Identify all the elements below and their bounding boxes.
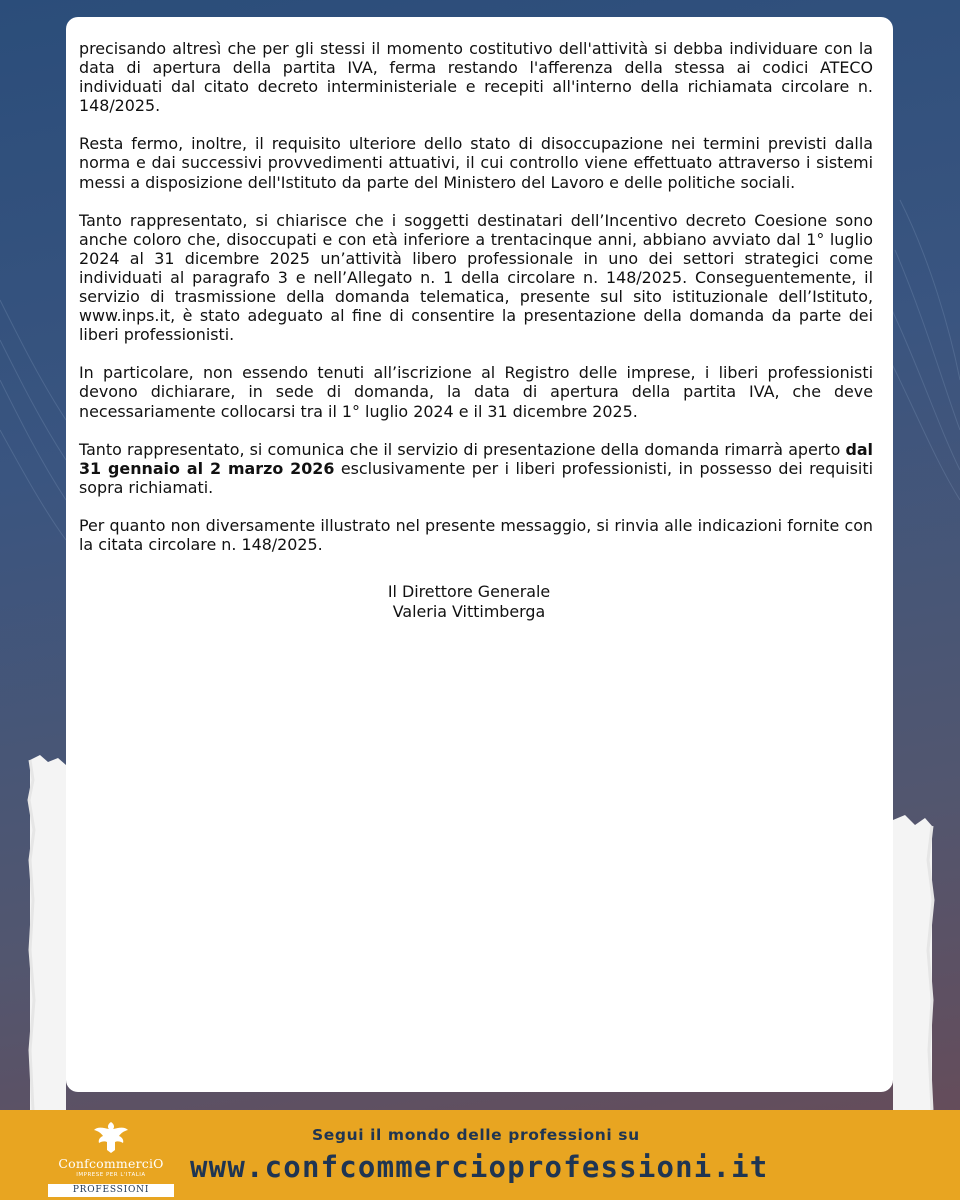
footer-url-link[interactable]: www.confcommercioprofessioni.it (190, 1150, 769, 1184)
eagle-icon (92, 1120, 130, 1154)
paragraph-5 (79, 440, 873, 497)
paragraph-3: Tanto rappresentato, si chiarisce che i soggetti destinatari dell’Incentivo decreto Coesione sono anche coloro che, disoccupati e con età inferiore a trentacinque anni, abbiano avviato dal 1° luglio 2024 al 31 dicembre 2025 un’attività libero professionale in uno dei settori strategici come individuati al paragrafo 3 e nell’Allegato n. 1 della circolare n. 148/2025. Conseguentemente, il servizio di trasmissione della domanda telematica, presente sul sito istituzionale dell’Istituto, www.inps.it, è stato adeguato al fine di consentire la presentazione della domanda da parte dei liberi professionisti. (79, 210, 873, 345)
logo-name: ConfcommerciO (58, 1156, 164, 1171)
highlighted-dates: dal 31 gennaio al 2 marzo 2026 (79, 439, 873, 478)
logo-subtitle: IMPRESE PER L'ITALIA (76, 1172, 146, 1178)
footer-banner (0, 1110, 960, 1200)
footer-tagline: Segui il mondo delle professioni su (312, 1126, 640, 1144)
paragraph-5-after: esclusivamente per i liberi professionisti, in possesso dei requisiti sopra richiamati. (79, 458, 873, 497)
signature-title: Il Direttore Generale (387, 582, 551, 602)
confcommercio-logo[interactable] (48, 1120, 174, 1198)
paragraph-1: precisando altresì che per gli stessi il momento costitutivo dell'attività si debba individuare con la data di apertura della partita IVA, ferma restando l'afferenza della stessa ai codici ATECO individuati dal citato decreto interministeriale e recepiti all'interno della richiamata circolare n. 148/2025. (79, 39, 873, 116)
paragraph-2: Resta fermo, inoltre, il requisito ulteriore dello stato di disoccupazione nei termini previsti dalla norma e dai successivi provvedimenti attuativi, il cui controllo viene effettuato attraverso i sistemi messi a disposizione dell'Istituto da parte del Ministero del Lavoro e delle politiche sociali. (79, 134, 873, 192)
document-card (66, 17, 893, 1092)
paragraph-5-before: Tanto rappresentato, si comunica che il servizio di presentazione della domanda rimarrà aperto (79, 439, 846, 459)
signature-block (79, 582, 873, 621)
paragraph-4: In particolare, non essendo tenuti all’iscrizione al Registro delle imprese, i liberi professionisti devono dichiarare, in sede di domanda, la data di apertura della partita IVA, che deve necessariamente collocarsi tra il 1° luglio 2024 e il 31 dicembre 2025. (79, 363, 873, 421)
logo-band: PROFESSIONI (48, 1184, 174, 1197)
paragraph-6: Per quanto non diversamente illustrato nel presente messaggio, si rinvia alle indicazioni fornite con la citata circolare n. 148/2025. (79, 515, 873, 554)
signature-name: Valeria Vittimberga (392, 601, 546, 621)
